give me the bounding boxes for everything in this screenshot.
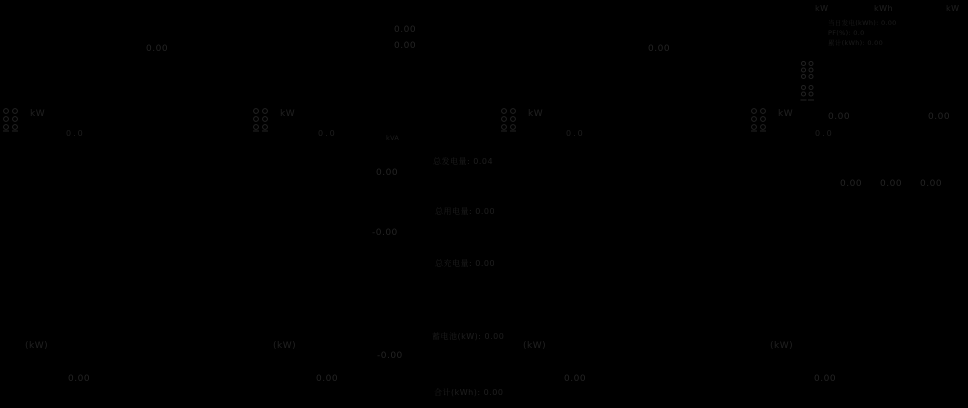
right-header-kw-1: kW bbox=[815, 4, 829, 13]
bottom-value-1: 0.00 bbox=[68, 374, 91, 384]
right-header-kwh: kWh bbox=[874, 4, 894, 13]
bay3-kw-label: kW bbox=[528, 109, 544, 119]
gen-total-label: 总发电量: 0.04 bbox=[433, 157, 494, 166]
gen-value: 0.00 bbox=[376, 168, 399, 178]
bottom-value-2: 0.00 bbox=[316, 374, 339, 384]
right-panel-line-2: PF(%): 0.0 bbox=[828, 29, 865, 37]
feeder-value-left: 0.00 bbox=[146, 44, 169, 54]
bottom-value-3: 0.00 bbox=[564, 374, 587, 384]
bay3-percent-value: 0.0 bbox=[566, 129, 585, 138]
charge-total-label: 总充电量: 0.00 bbox=[435, 259, 496, 268]
bay4-kw-label: kW bbox=[778, 109, 794, 119]
right-row-value-2: 0.00 bbox=[880, 179, 903, 189]
right-value-left: 0.00 bbox=[828, 112, 851, 122]
bay2-percent-value: 0.0 bbox=[318, 129, 337, 138]
feeder-value-right: 0.00 bbox=[648, 44, 671, 54]
bay2-breaker-icon[interactable] bbox=[252, 107, 270, 133]
kva-label: kVA bbox=[386, 134, 400, 142]
bottom-unit-2: (kW) bbox=[273, 341, 297, 351]
bay1-kw-label: kW bbox=[30, 109, 46, 119]
riser-breaker-icon-top[interactable] bbox=[800, 60, 815, 81]
riser-breaker-icon-bottom[interactable] bbox=[800, 84, 815, 105]
right-panel-line-3: 累计(kWh): 0.00 bbox=[828, 39, 884, 47]
bay1-breaker-icon[interactable] bbox=[2, 107, 20, 133]
bay4-breaker-icon[interactable] bbox=[750, 107, 768, 133]
use-value: -0.00 bbox=[372, 228, 398, 238]
use-total-label: 总用电量: 0.00 bbox=[435, 207, 496, 216]
right-row-value-3: 0.00 bbox=[920, 179, 943, 189]
bottom-unit-4: (kW) bbox=[770, 341, 794, 351]
right-value-right: 0.00 bbox=[928, 112, 951, 122]
bay4-percent-value: 0.0 bbox=[815, 129, 834, 138]
bottom-unit-1: (kW) bbox=[25, 341, 49, 351]
bay1-percent-value: 0.0 bbox=[66, 129, 85, 138]
bottom-value-4: 0.00 bbox=[814, 374, 837, 384]
bay3-breaker-icon[interactable] bbox=[500, 107, 518, 133]
right-panel-line-1: 当日发电(kWh): 0.00 bbox=[828, 19, 897, 27]
battery-label: 蓄电池(kW): 0.00 bbox=[432, 332, 505, 341]
battery-value: -0.00 bbox=[377, 351, 403, 361]
right-row-value-1: 0.00 bbox=[840, 179, 863, 189]
bay2-kw-label: kW bbox=[280, 109, 296, 119]
feeder-value-center-mid: 0.00 bbox=[394, 41, 417, 51]
bottom-unit-3: (kW) bbox=[523, 341, 547, 351]
right-header-kw-2: kW bbox=[946, 4, 960, 13]
sum-label: 合计(kWh): 0.00 bbox=[434, 388, 504, 397]
feeder-value-center-top: 0.00 bbox=[394, 25, 417, 35]
